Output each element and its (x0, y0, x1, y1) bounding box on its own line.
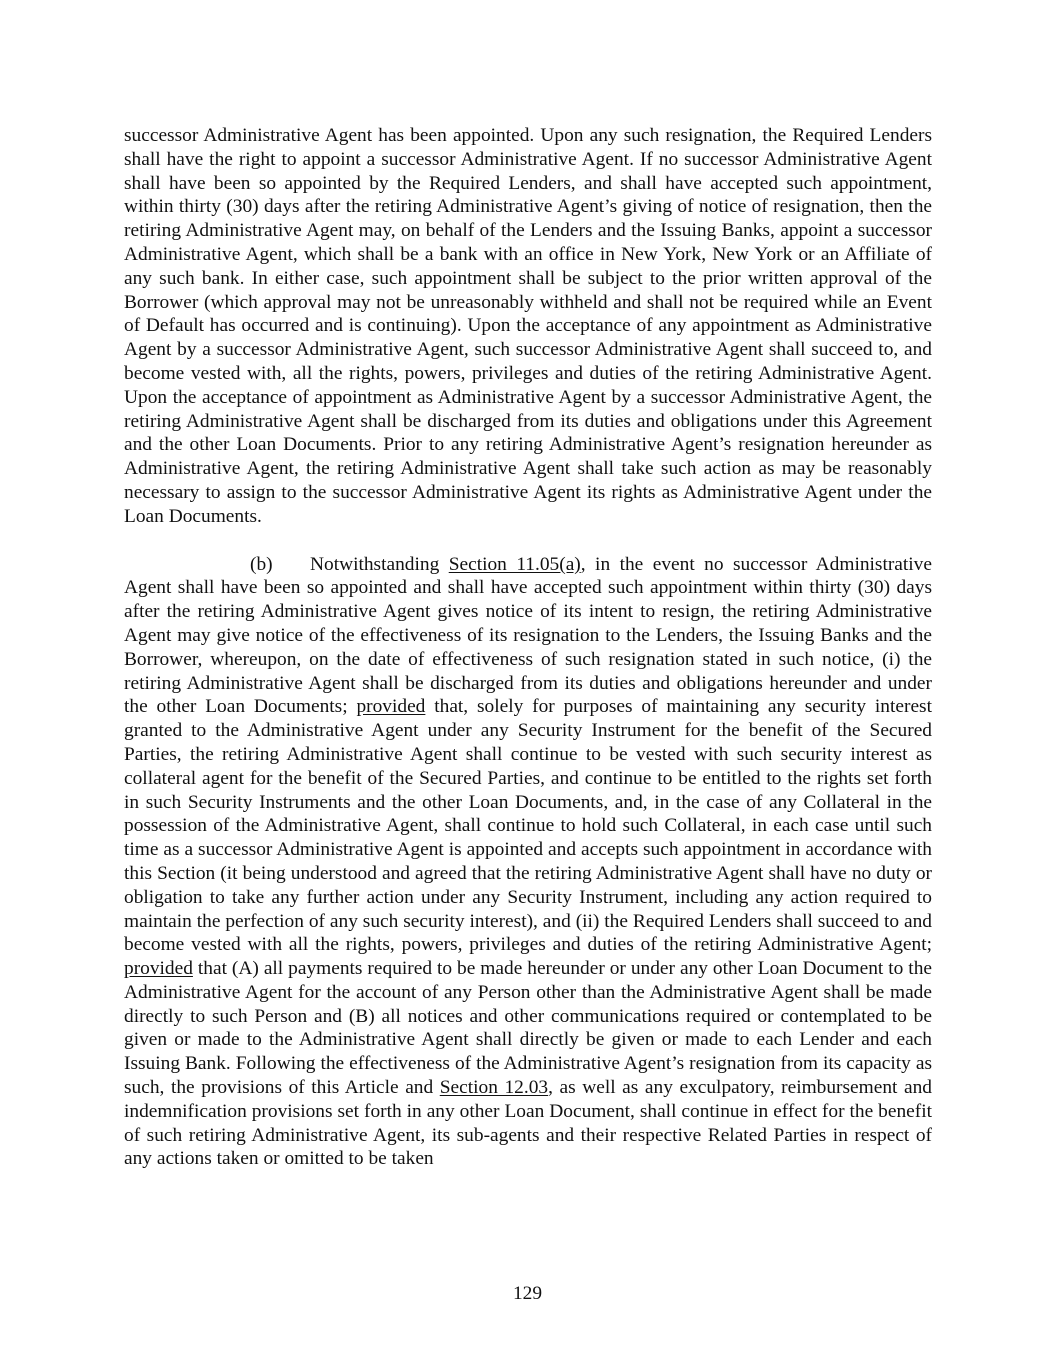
provided-term-2: provided (124, 958, 193, 980)
cross-reference-section-12-03: Section 12.03 (439, 1077, 549, 1099)
paragraph-b-text-1: , in the event no successor Administrative Agent shall have been so appointed and shall have accepted such appointment within thirty (30) days after the retiring Administrative Agent gives notice of its intent to resign, the retiring Administrative Agent may give notice of the effectiveness of its resignation to the Lenders, the Issuing Banks and the Borrower, whereupon, on the date of effectiveness of such resignation stated in such notice, (i) the retiring Administrative Agent shall be discharged from its duties and obligations hereunder and under the other Loan Documents; (124, 553, 932, 718)
cross-reference-section-11-05a: Section 11.05(a) (448, 553, 581, 575)
paragraph-marker-b: (b) (250, 553, 273, 575)
paragraph-continuation: successor Administrative Agent has been appointed. Upon any such resignation, the Required Lenders shall have the right to appoint a successor Administrative Agent. If no successor Administrative Agent shall have been so appointed by the Required Lenders, and shall have accepted such appointment, within thirty (30) days after the retiring Administrative Agent’s giving of notice of resignation, then the retiring Administrative Agent may, on behalf of the Lenders and the Issuing Banks, appoint a successor Administrative Agent, which shall be a bank with an office in New York, New York or an Affiliate of any such bank. In either case, such appointment shall be subject to the prior written approval of the Borrower (which approval may not be unreasonably withheld and shall not be required while an Event of Default has occurred and is continuing). Upon the acceptance of any appointment as Administrative Agent by a successor Administrative Agent, such successor Administrative Agent shall succeed to, and become vested with, all the rights, powers, privileges and duties of the retiring Administrative Agent. Upon the acceptance of appointment as Administrative Agent by a successor Administrative Agent, the retiring Administrative Agent shall be discharged from its duties and obligations under this Agreement and the other Loan Documents. Prior to any retiring Administrative Agent’s resignation hereunder as Administrative Agent, the retiring Administrative Agent shall take such action as may be reasonably necessary to assign to the successor Administrative Agent its rights as Administrative Agent under the Loan Documents. (124, 125, 932, 527)
provided-term-1: provided (356, 696, 426, 718)
paragraph-b-text-2: that, solely for purposes of maintaining any security interest granted to the Administrative Agent under any Security Instrument for the benefit of the Secured Parties, the retiring Administrative Agent shall continue to be vested with such security interest as collateral agent for the benefit of the Secured Parties, and continue to be entitled to the rights set forth in such Security Instruments and the other Loan Documents, and, in the case of any Collateral in the possession of the Administrative Agent, shall continue to hold such Collateral, in each case until such time as a successor Administrative Agent is appointed and accepts such appointment in accordance with this Section (it being understood and agreed that the retiring Administrative Agent shall have no duty or obligation to take any further action under any Security Instrument, including any action required to maintain the perfection of any such security interest), and (ii) the Required Lenders shall succeed to and become vested with all the rights, powers, privileges and duties of the retiring Administrative Agent; (124, 696, 932, 956)
paragraph-b (124, 553, 932, 1172)
paragraph-b-lead: Notwithstanding (310, 553, 449, 575)
document-body (124, 124, 932, 1171)
page-number: 129 (512, 1283, 543, 1304)
paragraph-b-text-3: that (A) all payments required to be made hereunder or under any other Loan Document to the Administrative Agent for the account of any Person other than the Administrative Agent shall be made directly to such Person and (B) all notices and other communications required or contemplated to be given or made to the Administrative Agent shall directly be given or made to each Lender and each Issuing Bank. Following the effectiveness of the Administrative Agent’s resignation from its capacity as such, the provisions of this Article and (124, 958, 932, 1099)
paragraph-b-text-4: , as well as any exculpatory, reimbursement and indemnification provisions set forth in any other Loan Document, shall continue in effect for the benefit of such retiring Administrative Agent, its sub-agents and their respective Related Parties in respect of any actions taken or omitted to be taken (124, 1077, 932, 1170)
